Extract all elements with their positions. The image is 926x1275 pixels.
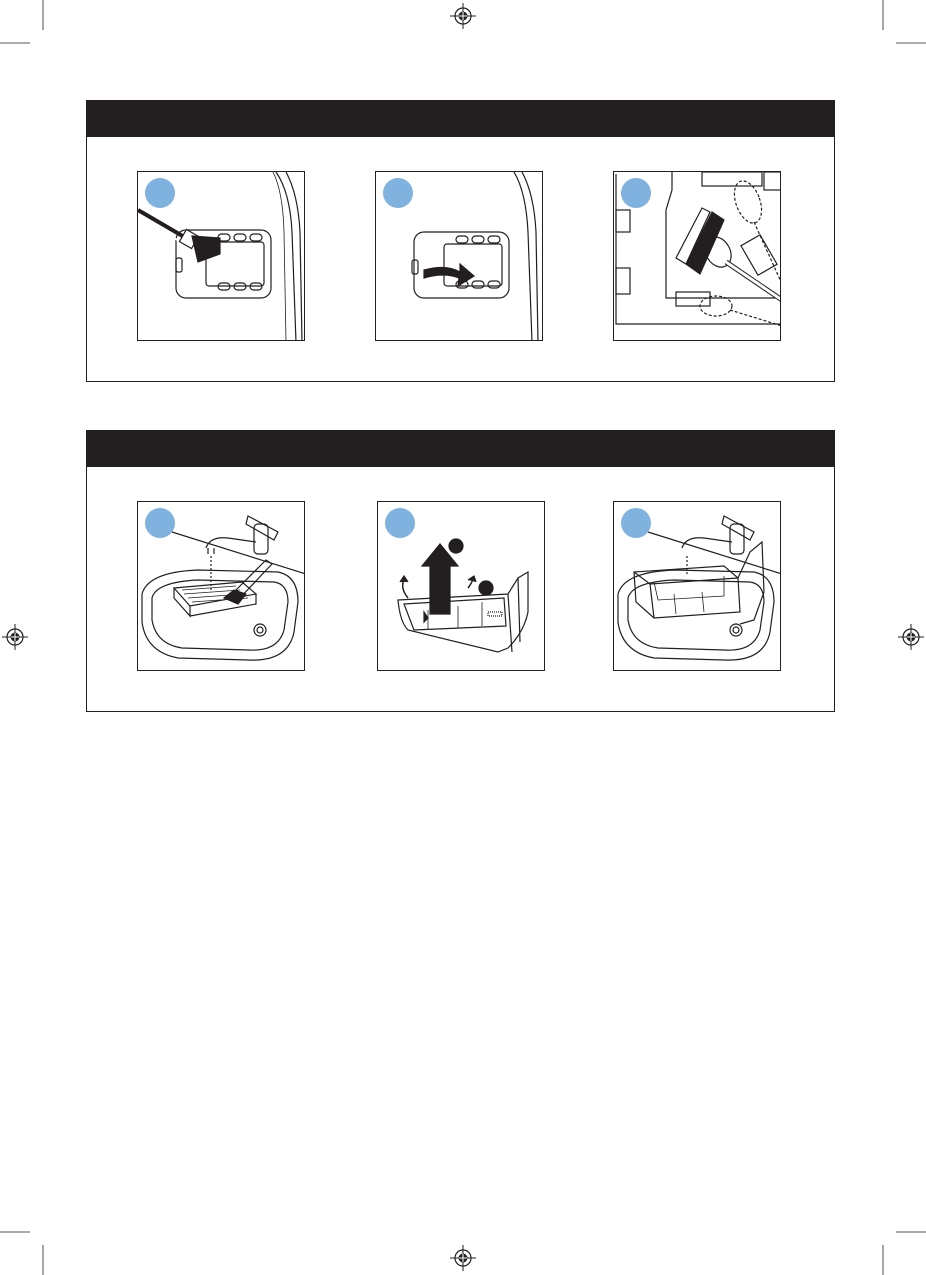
step-number-badge: [385, 508, 415, 538]
registration-mark-icon: [450, 1245, 476, 1271]
crop-mark-top-right: [876, 0, 926, 50]
step-illustration-cotton-swabs: [613, 171, 781, 341]
step-illustration-rinse-filter: [137, 501, 305, 671]
crop-mark-bottom-left: [0, 1225, 50, 1275]
step-number-badge: [383, 178, 413, 208]
registration-mark-icon: [2, 624, 28, 650]
step-illustration-brush-control-panel: [137, 171, 305, 341]
registration-mark-icon: [450, 3, 476, 29]
step-illustration-rinse-tank: [613, 501, 781, 671]
crop-mark-bottom-right: [876, 1225, 926, 1275]
step-illustration-remove-tank: [377, 501, 545, 671]
section-header-bar: [87, 431, 834, 467]
step-number-badge: [621, 508, 651, 538]
cleaning-section-2: [86, 430, 835, 712]
registration-mark-icon: [898, 624, 924, 650]
cleaning-section-1: [86, 100, 835, 382]
crop-mark-top-left: [0, 0, 50, 50]
step-number-badge: [145, 508, 175, 538]
step-number-badge: [621, 178, 651, 208]
section-header-bar: [87, 101, 834, 137]
step-illustration-arrow-wipe-panel: [375, 171, 543, 341]
step-number-badge: [145, 178, 175, 208]
